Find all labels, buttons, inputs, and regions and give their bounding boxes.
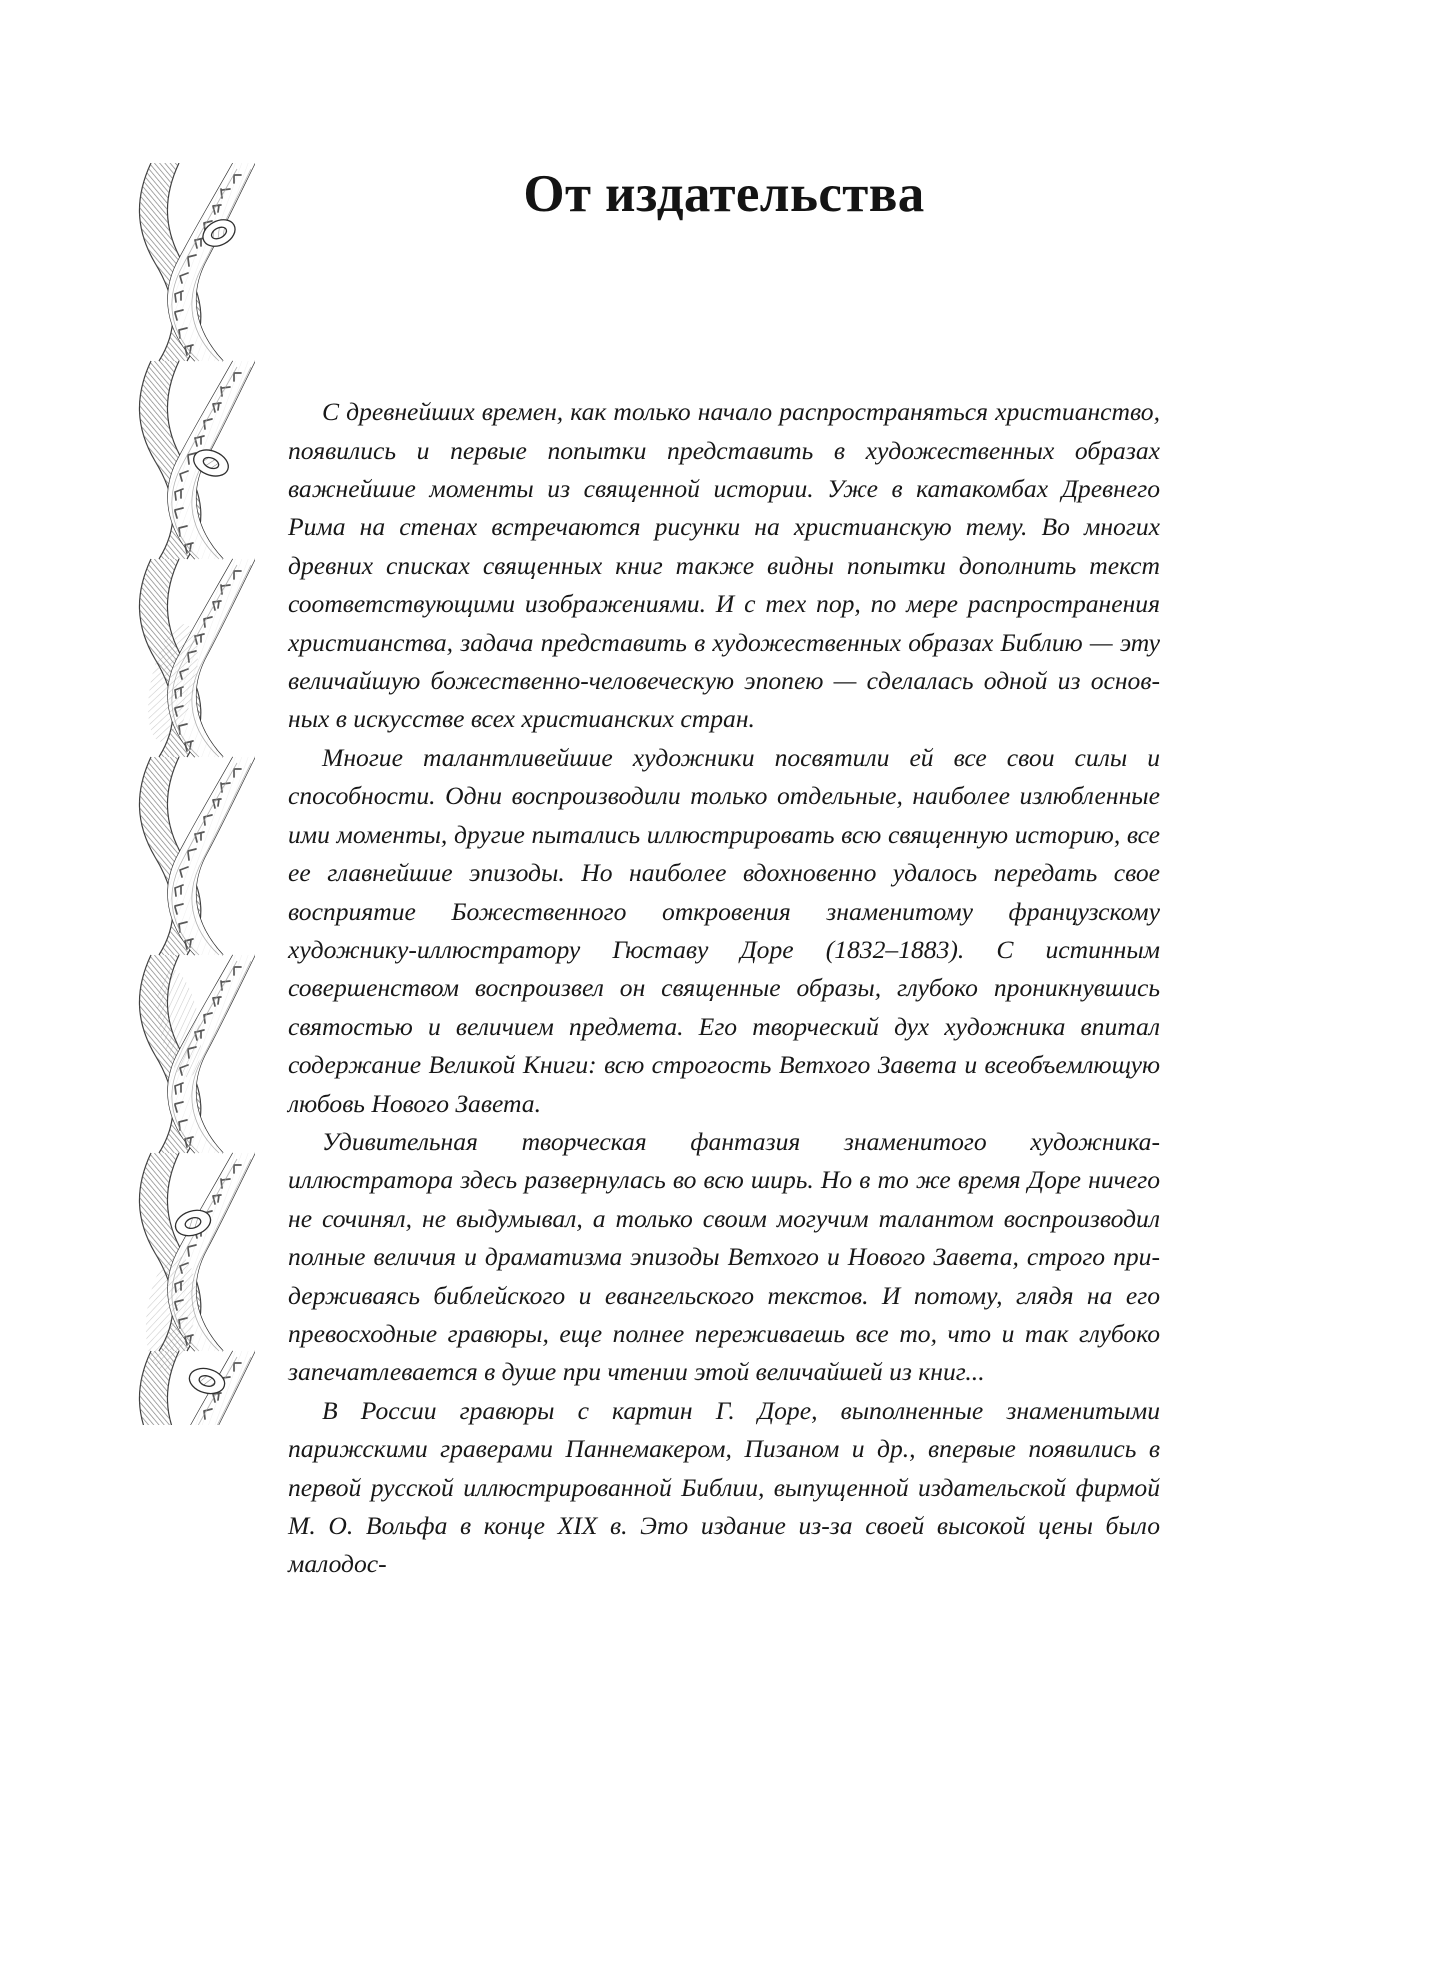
text-column [288,160,1160,1584]
ribbon-twist-segment [139,163,255,361]
page-title: От издательства [523,165,925,223]
paragraph: С древнейших времен, как только начало распространяться христианство, появились и первые попытки представить в художественных образах важнейшие моменты из священной истории. Уже в катакомбах Древнего Рима на стенах встречаются рисунки на христианскую тему. Во многих древних списках священных книг также видны попытки дополнить текст соответствующими изображениями. И с тех пор, по мере распространения христианства, задача представить в художественных образах Библию — эту величайшую божественно-человеческую эпопею — сделалась одной из основных в искусстве всех христианских стран. [288,397,1160,734]
ribbon-twist-segment [139,757,255,955]
hebrew-scroll-ribbon-illustration [133,163,255,1425]
paragraph: Удивительная творческая фантазия знаменитого художника-иллюстратора здесь развернулась во всю ширь. Но в то же время Доре ничего не сочинял, не выдумывал, а только своим могучим талантом воспроизводил полные величия и драматизма эпизоды Ветхого и Нового Завета, строго придерживаясь библейского и евангельского текстов. И потому, глядя на его превосходные гравюры, еще полнее переживаешь все то, что и так глубоко запечатлевается в душе при чтении этой величайшей из книг... [288,1126,1160,1387]
body-copy [288,393,1160,1584]
paragraph: Многие талантливейшие художники посвятили ей все свои силы и способности. Одни воспроизводили только отдельные, наиболее излюбленные ими моменты, другие пытались иллюстрировать всю священную историю, все ее главнейшие эпизоды. Но наиболее вдохновенно удалось передать свое восприятие Божественного откровения знаменитому французскому художнику-иллюстратору Гюставу Доре (1832–1883). С истинным совершенством воспроизвел он священные образы, глубоко проникнувшись святостью и величием предмета. Его творческий дух художника впитал содержание Великой Книги: всю строгость Ветхого Завета и всеобъемлющую любовь Нового Завета. [288,742,1160,1118]
paragraph: В России гравюры с картин Г. Доре, выполненные знаменитыми парижскими граверами Паннемакером, Пизаном и др., впервые появились в первой русской иллюстрированной Библии, выпущенной издательской фирмой М. О. Вольфа в конце XIX в. Это издание из-за своей высокой цены было малодос- [288,1395,1160,1579]
